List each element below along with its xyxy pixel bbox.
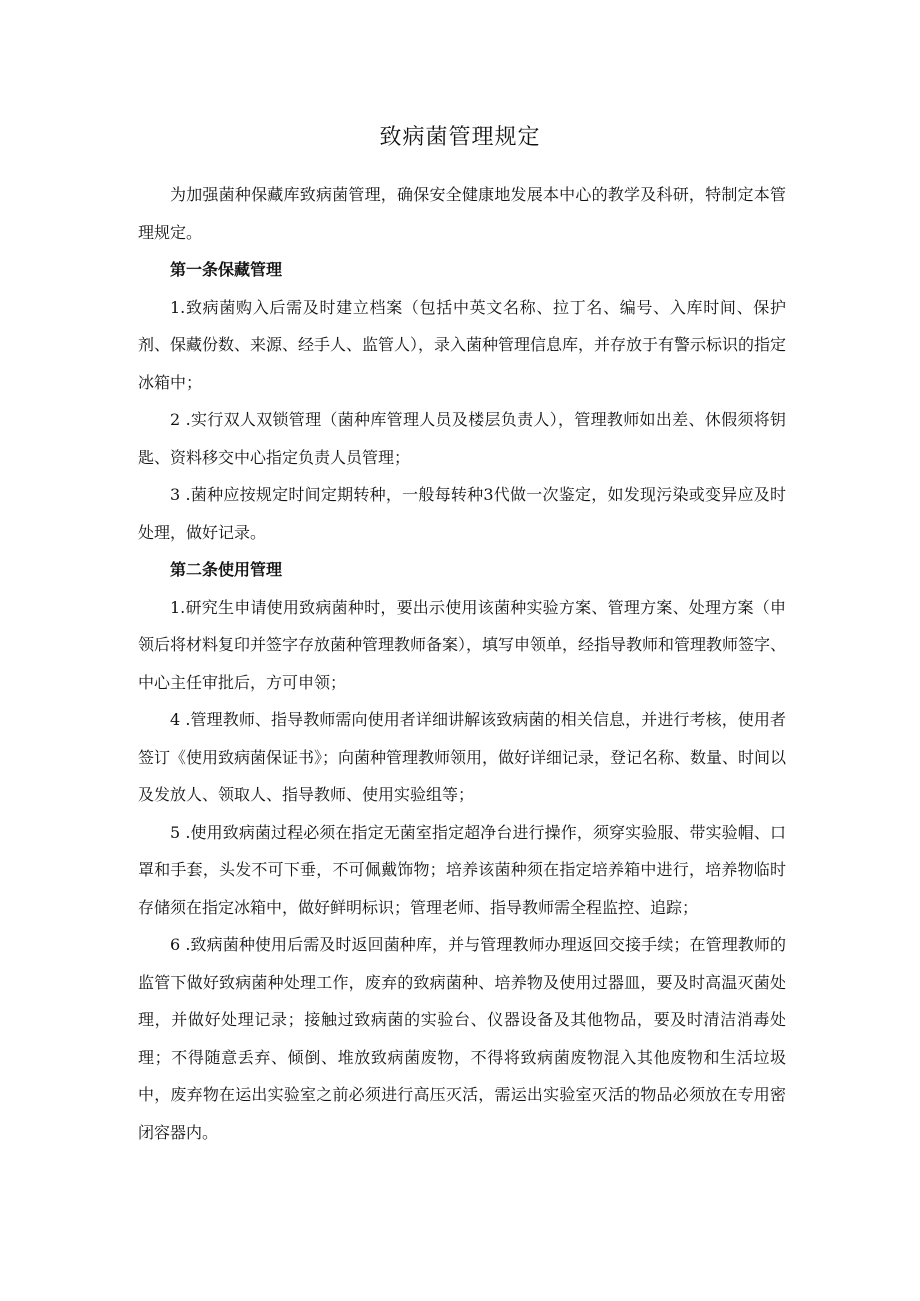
document-body [138,176,786,1151]
section-heading-usage: 第二条使用管理 [170,560,283,579]
list-item: 1.致病菌购入后需及时建立档案（包括中英文名称、拉丁名、编号、入库时间、保护剂、保藏份数、来源、经手人、监管人），录入菌种管理信息库，并存放于有警示标识的指定冰箱中； [138,297,787,392]
list-item: 1.研究生申请使用致病菌种时，要出示使用该菌种实验方案、管理方案、处理方案（申领后将材料复印并签字存放菌种管理教师备案），填写申领单，经指导教师和管理教师签字、中心主任审批后，方可申领； [138,597,787,692]
list-item: 4 .管理教师、指导教师需向使用者详细讲解该致病菌的相关信息，并进行考核，使用者签订《使用致病菌保证书》；向菌种管理教师领用，做好详细记录，登记名称、数量、时间以及发放人、领取人、指导教师、使用实验组等； [138,710,787,804]
list-item: 5 .使用致病菌过程必须在指定无菌室指定超净台进行操作，须穿实验服、带实验帽、口罩和手套，头发不可下垂，不可佩戴饰物；培养该菌种须在指定培养箱中进行，培养物临时存储须在指定冰箱中，做好鲜明标识；管理老师、指导教师需全程监控、追踪； [138,822,786,917]
intro-paragraph: 为加强菌种保藏库致病菌管理，确保安全健康地发展本中心的教学及科研，特制定本管理规定。 [138,185,786,242]
section-heading-storage: 第一条保藏管理 [170,260,283,279]
page-title: 致病菌管理规定 [379,125,541,150]
list-item: 2 .实行双人双锁管理（菌种库管理人员及楼层负责人），管理教师如出差、休假须将钥匙、资料移交中心指定负责人员管理； [138,410,786,467]
list-item: 3 .菌种应按规定时间定期转种，一般每转种3代做一次鉴定，如发现污染或变异应及时处理，做好记录。 [138,485,786,542]
list-item: 6 .致病菌种使用后需及时返回菌种库，并与管理教师办理返回交接手续；在管理教师的监管下做好致病菌种处理工作，废弃的致病菌种、培养物及使用过器皿，要及时高温灭菌处理，并做好处理记录；接触过致病菌的实验台、仪器设备及其他物品，要及时清洁消毒处理；不得随意丢弃、倾倒、堆放致病菌废物，不得将致病菌废物混入其他废物和生活垃圾中，废弃物在运出实验室之前必须进行高压灭活，需运出实验室灭活的物品必须放在专用密闭容器内。 [138,935,786,1142]
